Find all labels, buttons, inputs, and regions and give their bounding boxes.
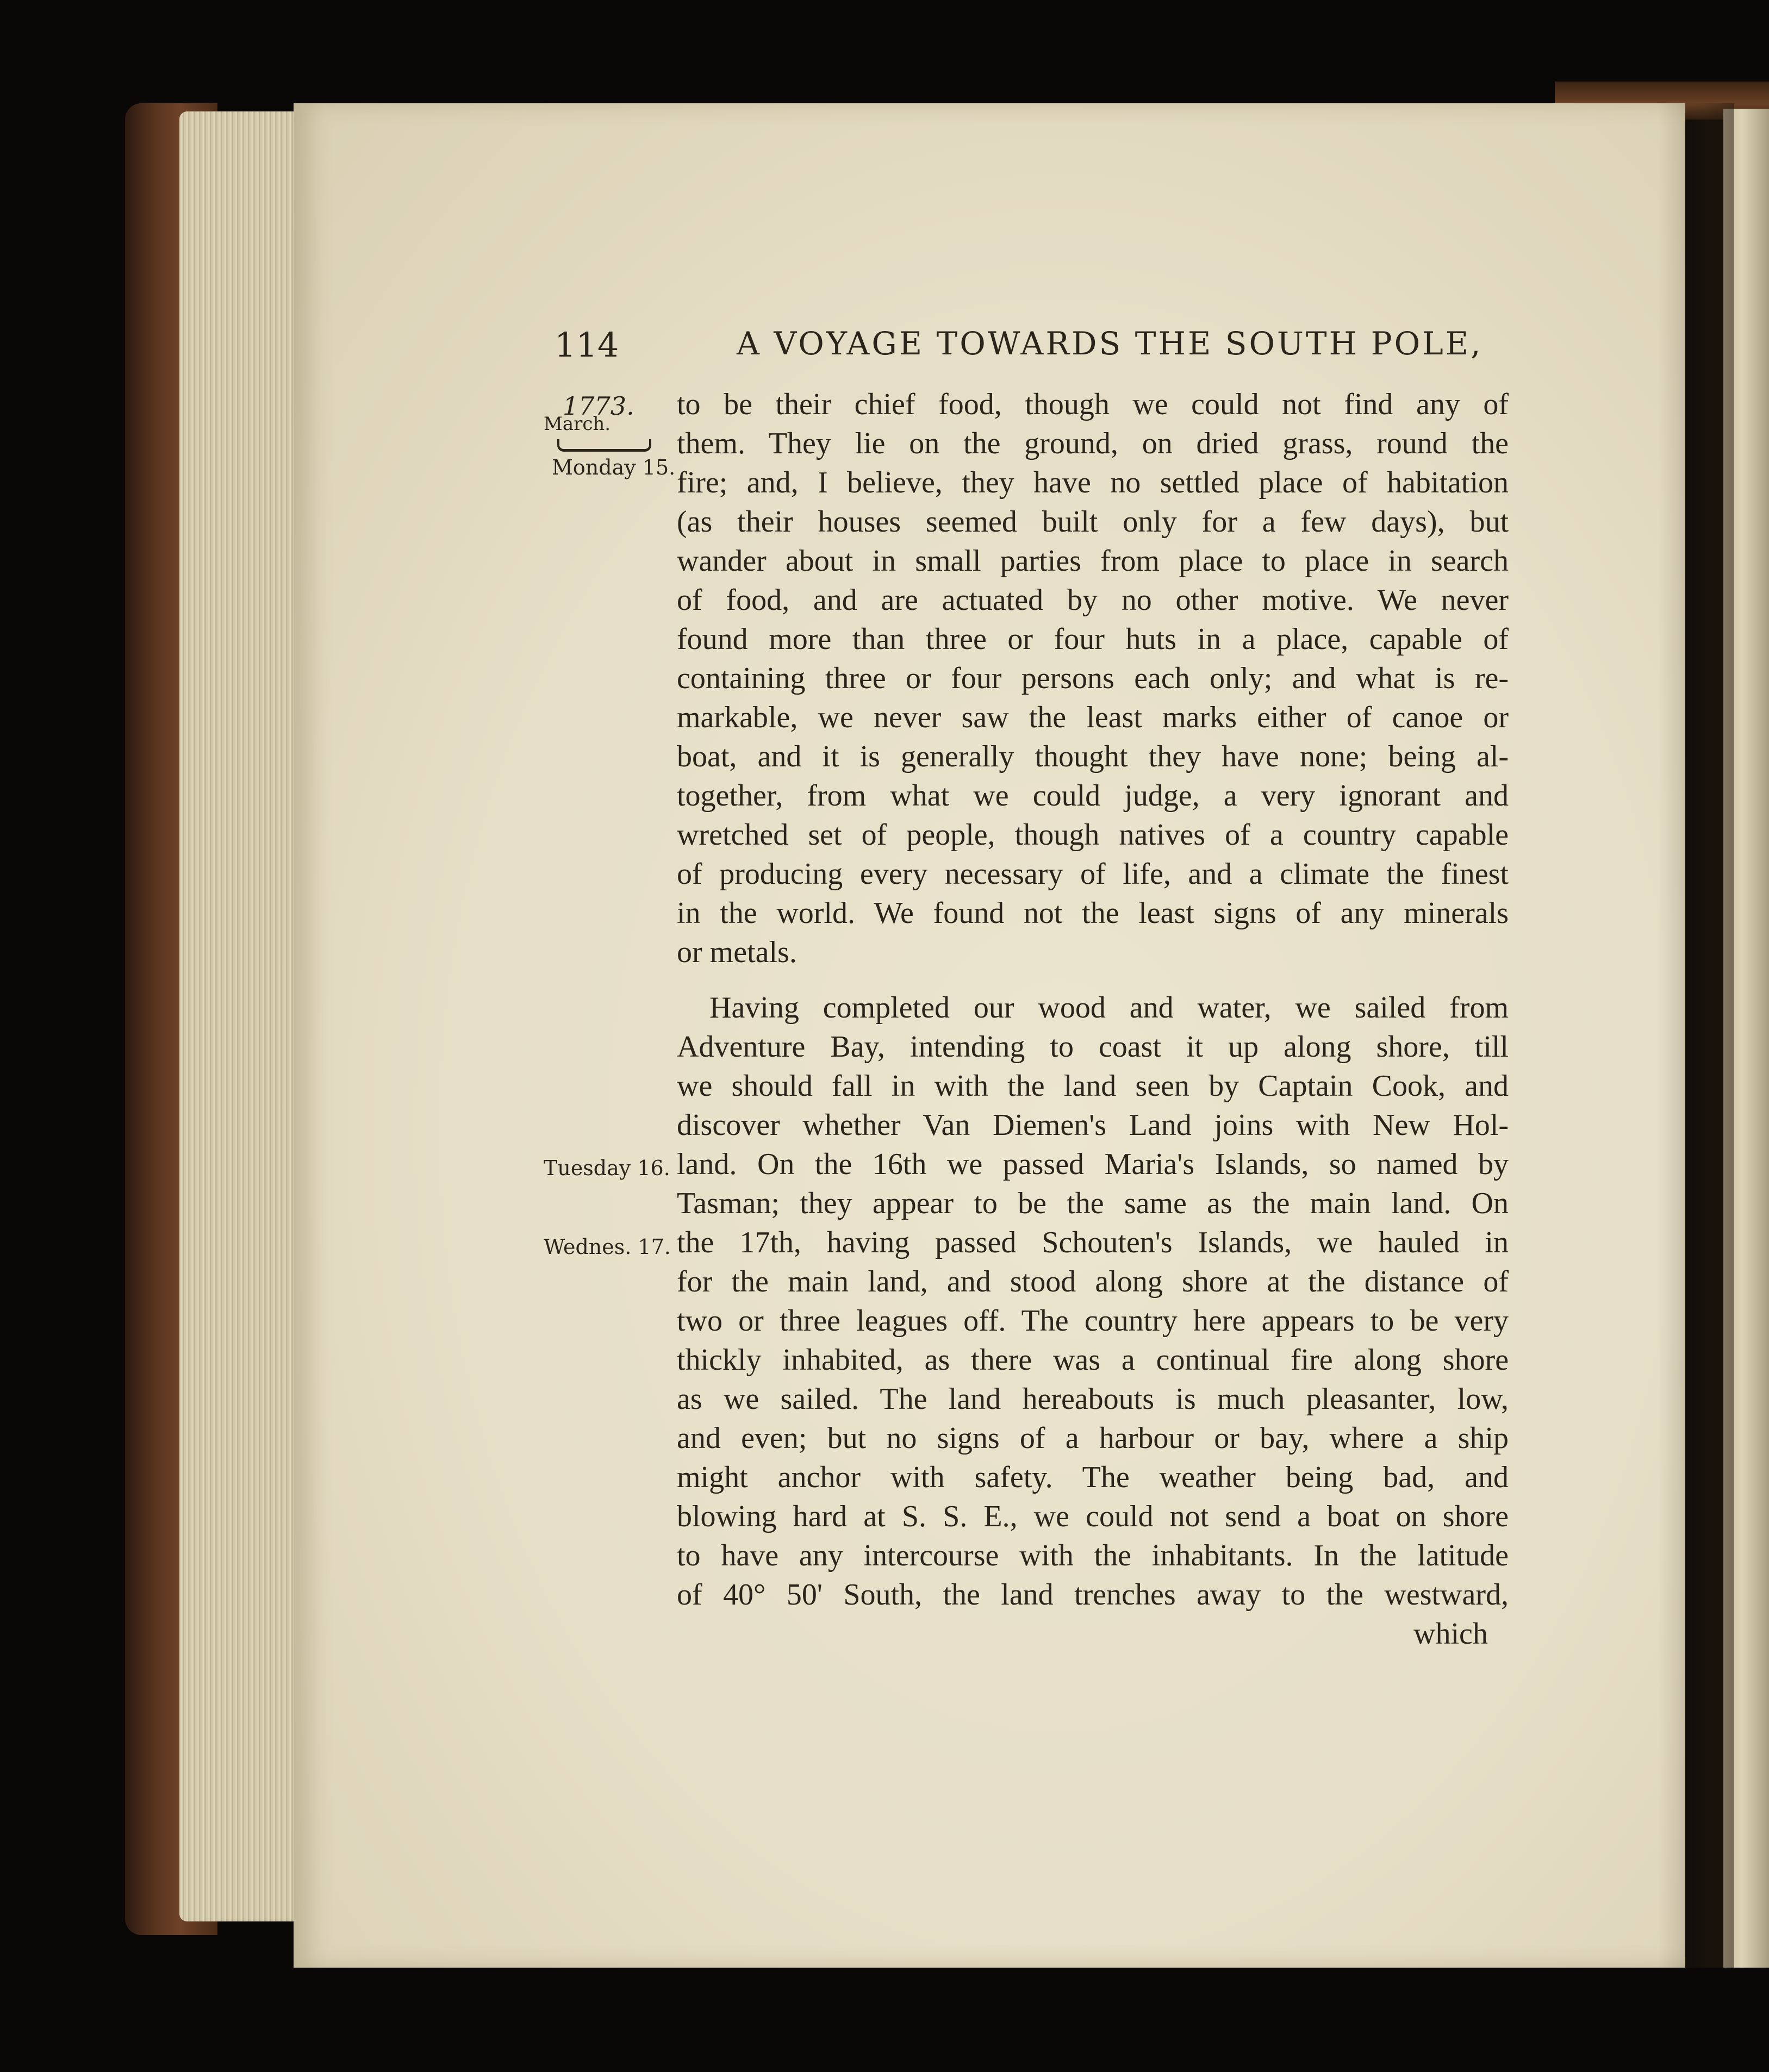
margin-day-17: Wednes. 17. bbox=[544, 1235, 671, 1259]
text-line: for the main land, and stood along shore at the distance of bbox=[677, 1265, 1509, 1299]
text-line: of food, and are actuated by no other motive. We never bbox=[677, 583, 1509, 617]
text-line: blowing hard at S. S. E., we could not send a boat on shore bbox=[677, 1500, 1509, 1533]
text-line: containing three or four persons each only; and what is re- bbox=[677, 661, 1509, 695]
text-line: and even; but no signs of a harbour or bay, where a ship bbox=[677, 1421, 1509, 1455]
text-line: Having completed our wood and water, we sailed from bbox=[709, 991, 1509, 1025]
text-line: fire; and, I believe, they have no settled place of habitation bbox=[677, 466, 1509, 500]
text-line: wander about in small parties from place to place in search bbox=[677, 544, 1509, 578]
margin-year: 1773. bbox=[563, 391, 634, 421]
text-line: or metals. bbox=[677, 935, 797, 969]
text-line: them. They lie on the ground, on dried grass, round the bbox=[677, 427, 1509, 460]
running-title: A VOYAGE TOWARDS THE SOUTH POLE, bbox=[737, 325, 1483, 362]
page-edges bbox=[179, 111, 304, 1921]
spine-shadow bbox=[1658, 103, 1734, 1968]
text-line: two or three leagues off. The country here appears to be very bbox=[677, 1304, 1509, 1338]
text-line: of producing every necessary of life, and a climate the finest bbox=[677, 857, 1509, 891]
text-line: we should fall in with the land seen by Captain Cook, and bbox=[677, 1069, 1509, 1103]
text-line: thickly inhabited, as there was a continual fire along shore bbox=[677, 1343, 1509, 1377]
page-number: 114 bbox=[555, 325, 619, 365]
text-line: wretched set of people, though natives of a country capable bbox=[677, 818, 1509, 852]
margin-day-15: Monday 15. bbox=[552, 455, 676, 479]
text-line: discover whether Van Diemen's Land joins with New Hol- bbox=[677, 1108, 1509, 1142]
text-line: to have any intercourse with the inhabitants. In the latitude bbox=[677, 1539, 1509, 1572]
text-line: the 17th, having passed Schouten's Islands, we hauled in bbox=[677, 1226, 1509, 1259]
paragraph-2 bbox=[677, 988, 1509, 1614]
text-line: land. On the 16th we passed Maria's Islands, so named by bbox=[677, 1147, 1509, 1181]
text-line: (as their houses seemed built only for a few days), but bbox=[677, 505, 1509, 539]
catchword: which bbox=[1413, 1617, 1488, 1651]
text-line: found more than three or four huts in a place, capable of bbox=[677, 622, 1509, 656]
text-line: of 40° 50' South, the land trenches away to the westward, bbox=[677, 1578, 1509, 1612]
text-line: markable, we never saw the least marks either of canoe or bbox=[677, 701, 1509, 734]
text-line: boat, and it is generally thought they have none; being al- bbox=[677, 740, 1509, 773]
text-line: to be their chief food, though we could not find any of bbox=[677, 388, 1509, 421]
text-line: Adventure Bay, intending to coast it up along shore, till bbox=[677, 1030, 1509, 1064]
text-line: in the world. We found not the least signs of any minerals bbox=[677, 896, 1509, 930]
paragraph-1 bbox=[677, 385, 1509, 972]
text-line: Tasman; they appear to be the same as the main land. On bbox=[677, 1187, 1509, 1220]
text-line: together, from what we could judge, a very ignorant and bbox=[677, 779, 1509, 813]
margin-brace bbox=[557, 439, 651, 452]
text-line: might anchor with safety. The weather being bad, and bbox=[677, 1461, 1509, 1494]
margin-month: March. bbox=[544, 413, 611, 435]
margin-day-16: Tuesday 16. bbox=[544, 1156, 670, 1180]
text-line: as we sailed. The land hereabouts is much pleasanter, low, bbox=[677, 1382, 1509, 1416]
